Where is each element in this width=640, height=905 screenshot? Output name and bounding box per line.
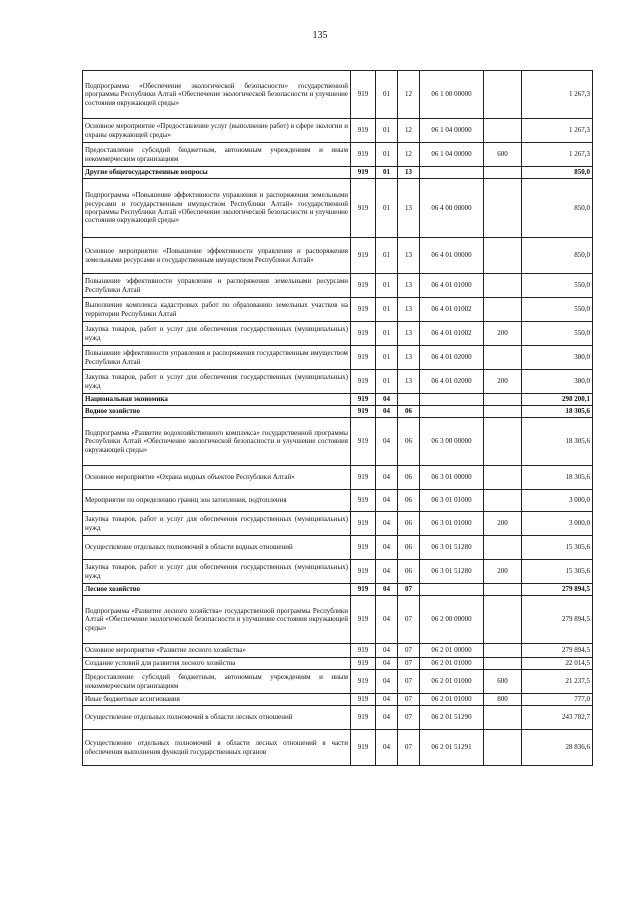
row-target-article-cell: [420, 167, 484, 179]
page-number: 135: [312, 30, 328, 41]
row-ministry-code-cell: 919: [351, 322, 376, 346]
row-name-cell: Повышение эффективности управления и распоряжения государственным имуществом Республики Алтай: [83, 346, 351, 370]
row-amount-cell: 300,0: [522, 370, 593, 394]
row-section-cell: 01: [376, 322, 398, 346]
row-amount-cell: 850,0: [522, 238, 593, 274]
row-target-article-cell: 06 2 00 00000: [420, 596, 484, 644]
row-subsection-cell: 06: [398, 418, 420, 466]
row-expense-type-cell: [484, 490, 522, 512]
table-row: [83, 596, 593, 644]
row-target-article-cell: 06 2 01 01000: [420, 658, 484, 670]
row-name-cell: Закупка товаров, работ и услуг для обеспечения государственных (муниципальных) нужд: [83, 560, 351, 584]
table-row: [83, 490, 593, 512]
row-section-cell: 04: [376, 490, 398, 512]
table-row: [83, 670, 593, 694]
table-row: [83, 346, 593, 370]
row-ministry-code-cell: 919: [351, 670, 376, 694]
row-amount-cell: 850,0: [522, 167, 593, 179]
row-expense-type-cell: [484, 658, 522, 670]
row-section-cell: 04: [376, 560, 398, 584]
row-expense-type-cell: [484, 596, 522, 644]
row-name-cell: Подпрограмма «Развитие водохозяйственного комплекса» государственной программы Республики Алтай «Обеспечение экологической безопасности и улучшение состояния окружающей среды»: [83, 418, 351, 466]
row-subsection-cell: 07: [398, 644, 420, 658]
row-name-cell: Закупка товаров, работ и услуг для обеспечения государственных (муниципальных) нужд: [83, 512, 351, 536]
row-target-article-cell: [420, 584, 484, 596]
row-amount-cell: 777,0: [522, 694, 593, 706]
row-target-article-cell: 06 4 01 02000: [420, 346, 484, 370]
table-row: [83, 418, 593, 466]
row-subsection-cell: 13: [398, 346, 420, 370]
row-name-cell: Мероприятие по определению границ зон затопления, подтопления: [83, 490, 351, 512]
table-row: [83, 466, 593, 490]
row-subsection-cell: 07: [398, 584, 420, 596]
row-expense-type-cell: [484, 71, 522, 119]
table-row: [83, 706, 593, 730]
table-row: [83, 322, 593, 346]
row-section-cell: 04: [376, 694, 398, 706]
row-expense-type-cell: [484, 394, 522, 406]
row-expense-type-cell: [484, 536, 522, 560]
row-amount-cell: 18 305,6: [522, 418, 593, 466]
row-ministry-code-cell: 919: [351, 179, 376, 238]
row-section-cell: 04: [376, 658, 398, 670]
row-expense-type-cell: [484, 238, 522, 274]
row-name-cell: Закупка товаров, работ и услуг для обеспечения государственных (муниципальных) нужд: [83, 322, 351, 346]
row-ministry-code-cell: 919: [351, 119, 376, 143]
row-amount-cell: 279 894,5: [522, 596, 593, 644]
row-amount-cell: 279 894,5: [522, 584, 593, 596]
row-ministry-code-cell: 919: [351, 71, 376, 119]
row-section-cell: 01: [376, 167, 398, 179]
row-ministry-code-cell: 919: [351, 143, 376, 167]
row-name-cell: Подпрограмма «Обеспечение экологической безопасности» государственной программы Республики Алтай «Обеспечение экологической безопасности и улучшение состояния окружающей среды»: [83, 71, 351, 119]
row-expense-type-cell: 200: [484, 560, 522, 584]
row-section-cell: 04: [376, 730, 398, 766]
row-target-article-cell: 06 1 00 00000: [420, 71, 484, 119]
row-subsection-cell: 07: [398, 730, 420, 766]
row-amount-cell: 28 836,6: [522, 730, 593, 766]
row-subsection-cell: 06: [398, 536, 420, 560]
row-ministry-code-cell: 919: [351, 694, 376, 706]
row-ministry-code-cell: 919: [351, 394, 376, 406]
row-section-cell: 04: [376, 706, 398, 730]
row-ministry-code-cell: 919: [351, 730, 376, 766]
row-expense-type-cell: [484, 167, 522, 179]
row-amount-cell: 15 305,6: [522, 536, 593, 560]
row-section-cell: 04: [376, 466, 398, 490]
row-amount-cell: 850,0: [522, 179, 593, 238]
row-expense-type-cell: 600: [484, 143, 522, 167]
table-row: [83, 406, 593, 418]
row-ministry-code-cell: 919: [351, 418, 376, 466]
table-row: [83, 536, 593, 560]
table-row: [83, 644, 593, 658]
row-ministry-code-cell: 919: [351, 536, 376, 560]
row-name-cell: Осуществление отдельных полномочий в области лесных отношений: [83, 706, 351, 730]
table-row: [83, 560, 593, 584]
row-ministry-code-cell: 919: [351, 466, 376, 490]
row-amount-cell: 22 014,5: [522, 658, 593, 670]
row-name-cell: Национальная экономика: [83, 394, 351, 406]
row-expense-type-cell: [484, 179, 522, 238]
row-name-cell: Основное мероприятие «Охрана водных объектов Республики Алтай»: [83, 466, 351, 490]
row-amount-cell: 298 200,1: [522, 394, 593, 406]
row-subsection-cell: 06: [398, 466, 420, 490]
row-name-cell: Создание условий для развития лесного хозяйства: [83, 658, 351, 670]
row-section-cell: 04: [376, 536, 398, 560]
row-target-article-cell: 06 3 01 01000: [420, 490, 484, 512]
row-subsection-cell: 06: [398, 406, 420, 418]
row-target-article-cell: 06 2 01 01000: [420, 670, 484, 694]
table-row: [83, 119, 593, 143]
row-section-cell: 01: [376, 298, 398, 322]
row-subsection-cell: 07: [398, 706, 420, 730]
table-row: [83, 179, 593, 238]
row-ministry-code-cell: 919: [351, 658, 376, 670]
table-row: [83, 694, 593, 706]
row-amount-cell: 550,0: [522, 322, 593, 346]
row-section-cell: 01: [376, 179, 398, 238]
row-ministry-code-cell: 919: [351, 370, 376, 394]
row-subsection-cell: 13: [398, 370, 420, 394]
row-amount-cell: 279 894,5: [522, 644, 593, 658]
row-expense-type-cell: [484, 730, 522, 766]
row-amount-cell: 550,0: [522, 298, 593, 322]
row-expense-type-cell: [484, 418, 522, 466]
row-target-article-cell: 06 4 00 00000: [420, 179, 484, 238]
row-amount-cell: 18 305,6: [522, 466, 593, 490]
row-section-cell: 01: [376, 71, 398, 119]
table-row: [83, 394, 593, 406]
row-ministry-code-cell: 919: [351, 596, 376, 644]
table-row: [83, 238, 593, 274]
budget-table-body: [83, 71, 593, 766]
row-name-cell: Лесное хозяйство: [83, 584, 351, 596]
row-expense-type-cell: 600: [484, 670, 522, 694]
table-row: [83, 274, 593, 298]
row-ministry-code-cell: 919: [351, 274, 376, 298]
row-expense-type-cell: [484, 466, 522, 490]
row-target-article-cell: 06 3 01 01000: [420, 512, 484, 536]
row-section-cell: 04: [376, 644, 398, 658]
row-subsection-cell: [398, 394, 420, 406]
table-row: [83, 584, 593, 596]
row-subsection-cell: 07: [398, 694, 420, 706]
row-section-cell: 04: [376, 418, 398, 466]
row-target-article-cell: 06 3 01 51280: [420, 560, 484, 584]
row-name-cell: Выполнение комплекса кадастровых работ по образованию земельных участков на территории Республики Алтай: [83, 298, 351, 322]
row-subsection-cell: 12: [398, 71, 420, 119]
row-ministry-code-cell: 919: [351, 298, 376, 322]
row-target-article-cell: 06 4 01 00000: [420, 238, 484, 274]
row-expense-type-cell: [484, 706, 522, 730]
row-amount-cell: 3 000,0: [522, 490, 593, 512]
row-subsection-cell: 06: [398, 490, 420, 512]
table-row: [83, 143, 593, 167]
row-section-cell: 01: [376, 143, 398, 167]
row-name-cell: Основное мероприятие «Повышение эффективности управления и распоряжения земельными ресурсами и государственным имуществом Республики Алтай»: [83, 238, 351, 274]
table-row: [83, 71, 593, 119]
row-subsection-cell: 06: [398, 560, 420, 584]
row-name-cell: Основное мероприятие «Развитие лесного хозяйства»: [83, 644, 351, 658]
row-expense-type-cell: [484, 119, 522, 143]
row-subsection-cell: 12: [398, 119, 420, 143]
row-name-cell: Закупка товаров, работ и услуг для обеспечения государственных (муниципальных) нужд: [83, 370, 351, 394]
row-section-cell: 04: [376, 584, 398, 596]
row-expense-type-cell: [484, 406, 522, 418]
table-row: [83, 730, 593, 766]
table-row: [83, 167, 593, 179]
row-target-article-cell: 06 4 01 01000: [420, 274, 484, 298]
row-name-cell: Повышение эффективности управления и распоряжения земельными ресурсами Республики Алтай: [83, 274, 351, 298]
row-ministry-code-cell: 919: [351, 406, 376, 418]
row-target-article-cell: 06 2 01 51291: [420, 730, 484, 766]
row-subsection-cell: 13: [398, 179, 420, 238]
row-amount-cell: 15 305,6: [522, 560, 593, 584]
row-section-cell: 01: [376, 238, 398, 274]
table-row: [83, 370, 593, 394]
row-expense-type-cell: 200: [484, 370, 522, 394]
row-name-cell: Подпрограмма «Развитие лесного хозяйства» государственной программы Республики Алтай «Обеспечение экологической безопасности и улучшение состояния окружающей среды»: [83, 596, 351, 644]
row-amount-cell: 550,0: [522, 274, 593, 298]
table-row: [83, 298, 593, 322]
row-subsection-cell: 06: [398, 512, 420, 536]
row-ministry-code-cell: 919: [351, 167, 376, 179]
row-section-cell: 01: [376, 274, 398, 298]
row-expense-type-cell: [484, 584, 522, 596]
row-name-cell: Осуществление отдельных полномочий в области лесных отношений в части обеспечения выполнения функций государственных органов: [83, 730, 351, 766]
row-subsection-cell: 07: [398, 596, 420, 644]
row-amount-cell: 3 000,0: [522, 512, 593, 536]
row-subsection-cell: 13: [398, 322, 420, 346]
row-expense-type-cell: 200: [484, 322, 522, 346]
row-name-cell: Предоставление субсидий бюджетным, автономным учреждениям и иным некоммерческим организациям: [83, 670, 351, 694]
row-target-article-cell: 06 2 01 51290: [420, 706, 484, 730]
row-name-cell: Подпрограмма «Повышение эффективности управления и распоряжения земельными ресурсами и государственным имуществом Республики Алтай» государственной программы Республики Алтай «Обеспечение экологической безопасности и улучшение состояния окружающей среды»: [83, 179, 351, 238]
row-target-article-cell: 06 4 01 01002: [420, 298, 484, 322]
row-section-cell: 01: [376, 119, 398, 143]
table-row: [83, 658, 593, 670]
row-ministry-code-cell: 919: [351, 490, 376, 512]
row-name-cell: Иные бюджетные ассигнования: [83, 694, 351, 706]
row-subsection-cell: 07: [398, 670, 420, 694]
row-name-cell: Предоставление субсидий бюджетным, автономным учреждениям и иным некоммерческим организациям: [83, 143, 351, 167]
row-amount-cell: 1 267,3: [522, 71, 593, 119]
row-subsection-cell: 13: [398, 274, 420, 298]
row-amount-cell: 243 782,7: [522, 706, 593, 730]
row-expense-type-cell: [484, 346, 522, 370]
row-target-article-cell: 06 1 04 00000: [420, 143, 484, 167]
row-section-cell: 04: [376, 596, 398, 644]
row-subsection-cell: 12: [398, 143, 420, 167]
row-ministry-code-cell: 919: [351, 706, 376, 730]
budget-table: [82, 70, 593, 766]
row-target-article-cell: 06 1 04 00000: [420, 119, 484, 143]
row-target-article-cell: [420, 406, 484, 418]
row-section-cell: 04: [376, 406, 398, 418]
row-name-cell: Основное мероприятие «Предоставление услуг (выполнение работ) в сфере экологии и охраны окружающей среды»: [83, 119, 351, 143]
row-subsection-cell: 13: [398, 238, 420, 274]
row-amount-cell: 1 267,3: [522, 143, 593, 167]
row-section-cell: 04: [376, 670, 398, 694]
row-amount-cell: 1 267,3: [522, 119, 593, 143]
row-section-cell: 04: [376, 394, 398, 406]
row-ministry-code-cell: 919: [351, 644, 376, 658]
row-amount-cell: 21 237,5: [522, 670, 593, 694]
row-target-article-cell: 06 4 01 01002: [420, 322, 484, 346]
row-amount-cell: 300,0: [522, 346, 593, 370]
row-expense-type-cell: [484, 298, 522, 322]
row-expense-type-cell: [484, 644, 522, 658]
row-subsection-cell: 13: [398, 298, 420, 322]
row-ministry-code-cell: 919: [351, 346, 376, 370]
row-amount-cell: 18 305,6: [522, 406, 593, 418]
row-target-article-cell: 06 2 01 01000: [420, 694, 484, 706]
row-ministry-code-cell: 919: [351, 584, 376, 596]
row-section-cell: 01: [376, 370, 398, 394]
row-target-article-cell: 06 2 01 00000: [420, 644, 484, 658]
row-target-article-cell: [420, 394, 484, 406]
row-section-cell: 01: [376, 346, 398, 370]
row-expense-type-cell: 800: [484, 694, 522, 706]
row-target-article-cell: 06 3 01 51280: [420, 536, 484, 560]
row-target-article-cell: 06 3 01 00000: [420, 466, 484, 490]
row-target-article-cell: 06 4 01 02000: [420, 370, 484, 394]
row-ministry-code-cell: 919: [351, 238, 376, 274]
row-name-cell: Водное хозяйство: [83, 406, 351, 418]
row-ministry-code-cell: 919: [351, 512, 376, 536]
row-subsection-cell: 13: [398, 167, 420, 179]
row-name-cell: Осуществление отдельных полномочий в области водных отношений: [83, 536, 351, 560]
row-name-cell: Другие общегосударственные вопросы: [83, 167, 351, 179]
row-expense-type-cell: [484, 274, 522, 298]
row-subsection-cell: 07: [398, 658, 420, 670]
row-section-cell: 04: [376, 512, 398, 536]
row-target-article-cell: 06 3 00 00000: [420, 418, 484, 466]
row-expense-type-cell: 200: [484, 512, 522, 536]
row-ministry-code-cell: 919: [351, 560, 376, 584]
table-row: [83, 512, 593, 536]
